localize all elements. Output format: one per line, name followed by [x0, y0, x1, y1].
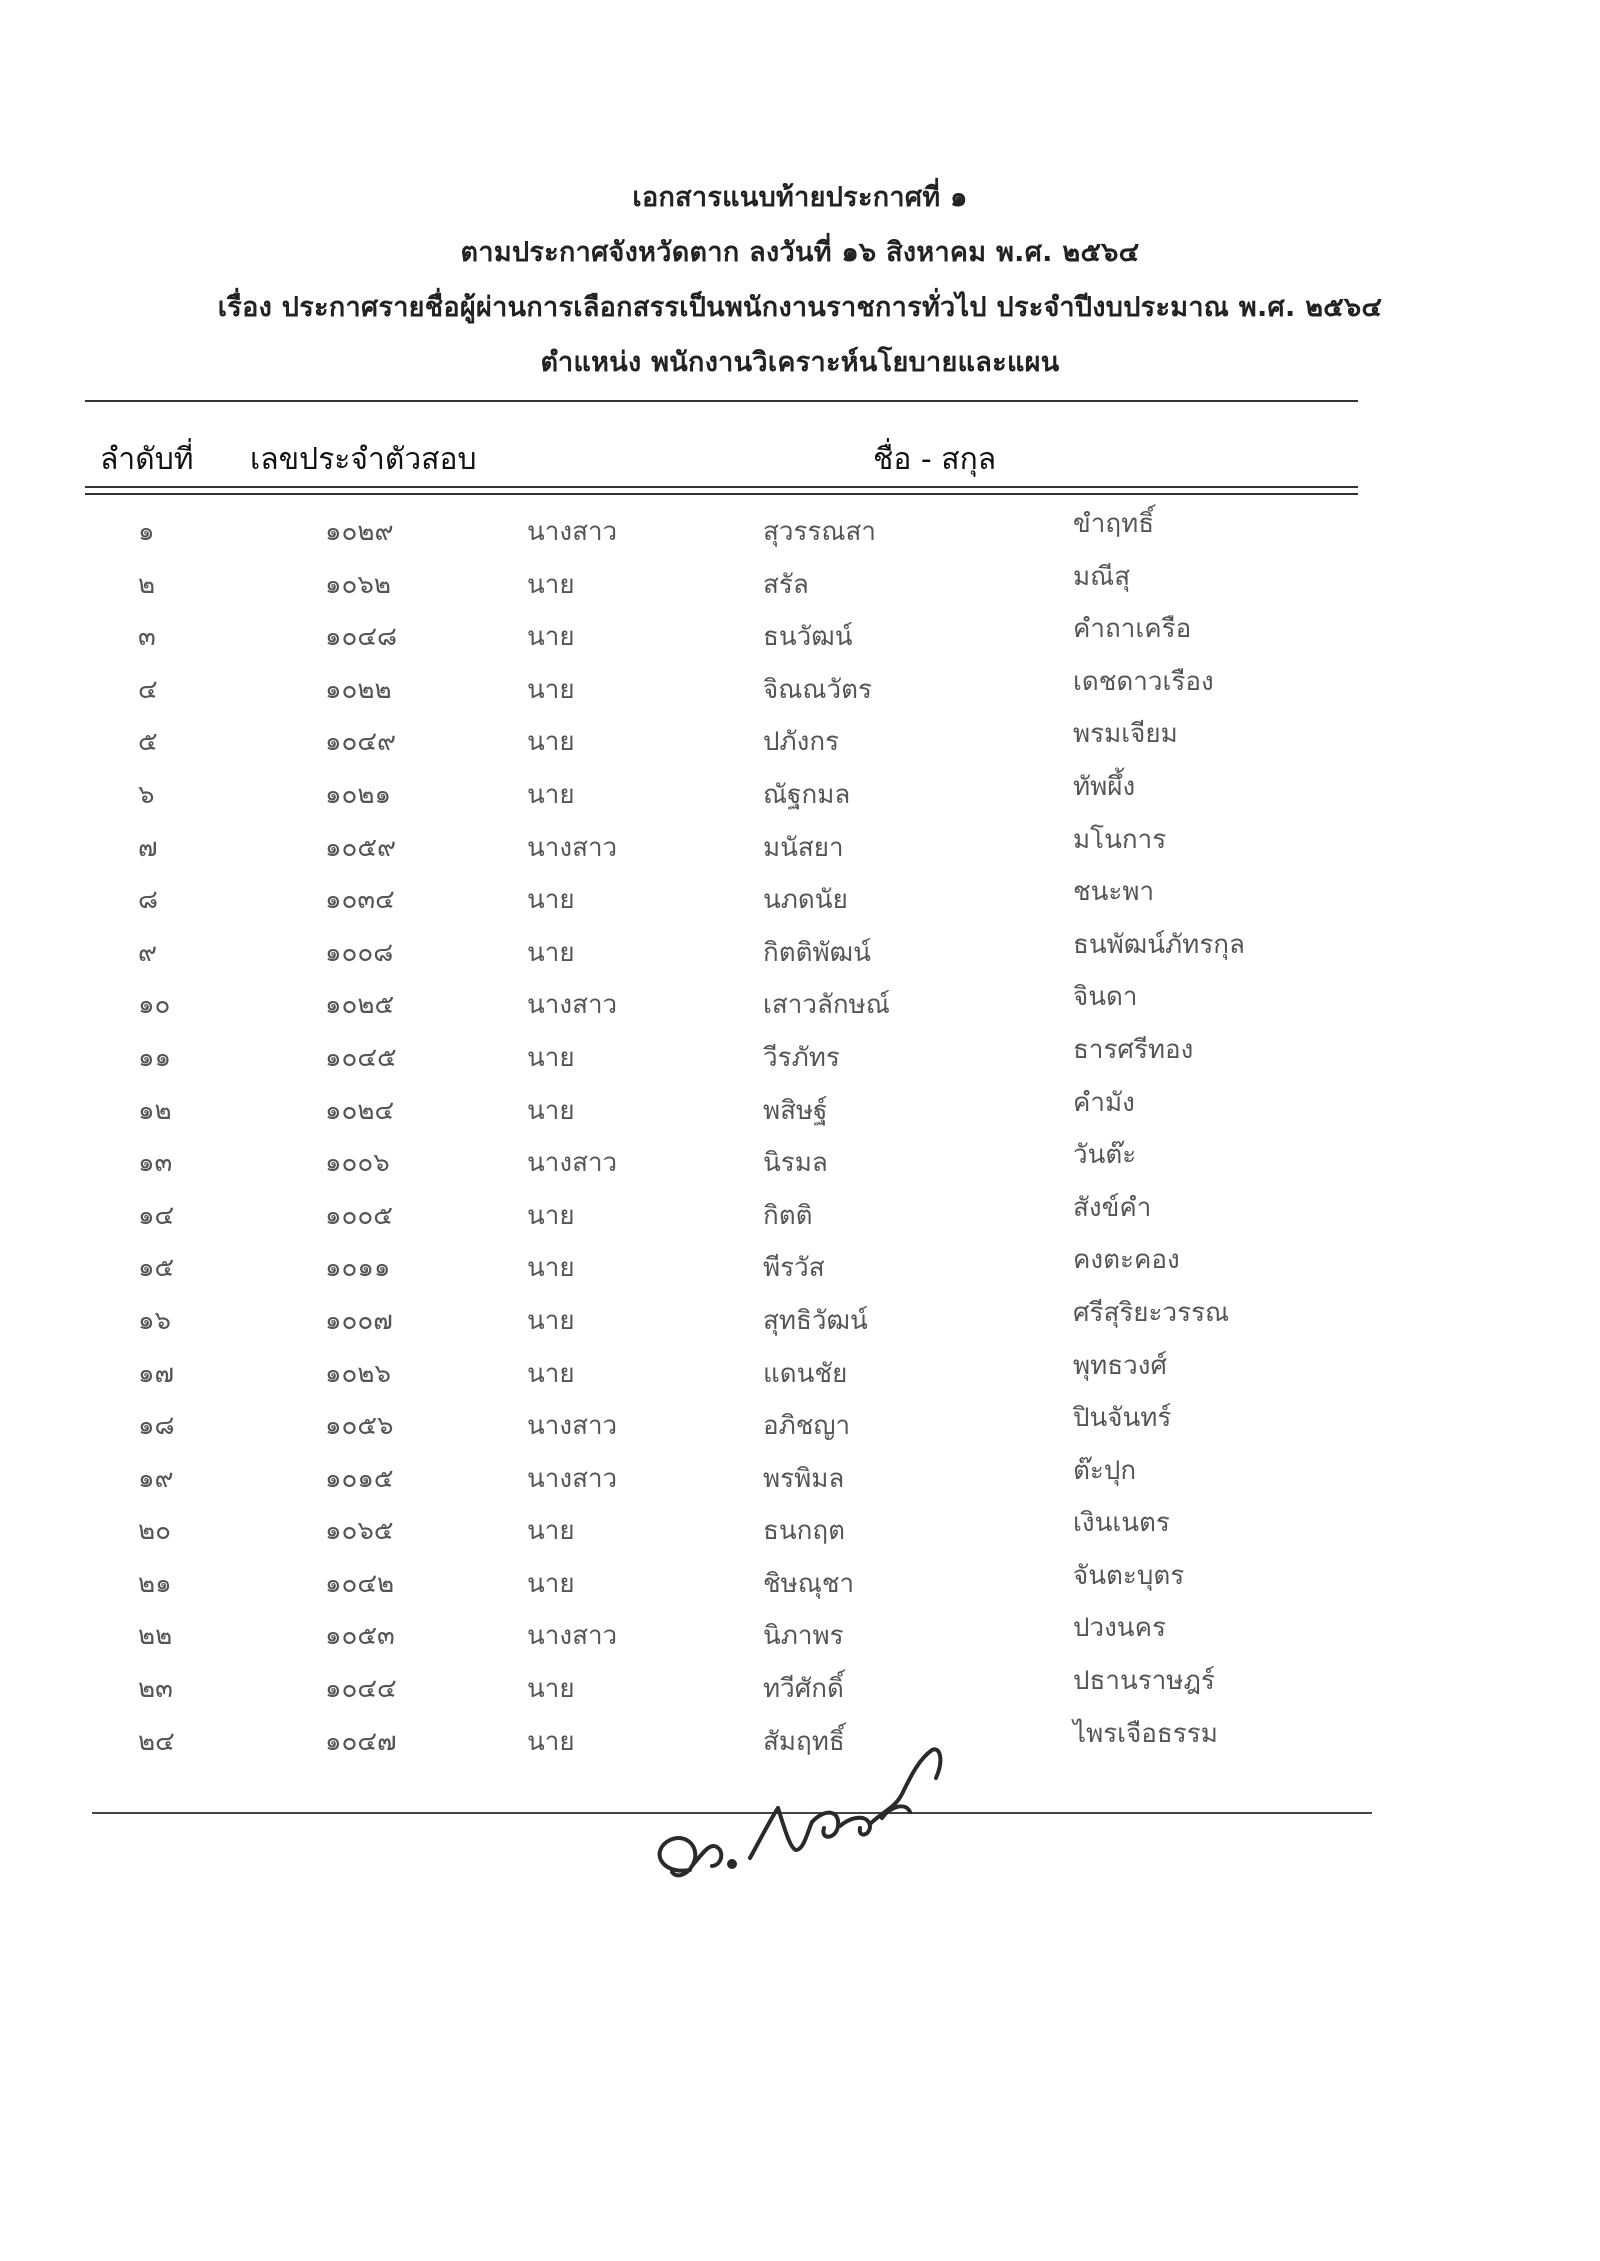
- table-row: [0, 976, 1600, 1029]
- table-row: [0, 819, 1600, 872]
- row-title: นาย: [527, 937, 575, 968]
- row-order: ๒๓: [138, 1674, 173, 1705]
- row-title: นาย: [527, 779, 575, 810]
- row-order: ๑๓: [138, 1148, 173, 1179]
- row-title: นาย: [527, 1358, 575, 1389]
- row-order: ๘: [138, 885, 159, 916]
- row-first-name: สัมฤทธิ์: [763, 1726, 845, 1757]
- row-first-name: ธนกฤต: [763, 1516, 846, 1547]
- row-last-name: พรมเจียม: [1073, 719, 1178, 750]
- row-first-name: พสิษฐ์: [763, 1095, 828, 1126]
- row-title: นางสาว: [527, 1411, 618, 1442]
- row-last-name: ทัพผึ้ง: [1073, 771, 1136, 802]
- row-order: ๑๕: [138, 1253, 175, 1284]
- row-last-name: เดชดาวเรือง: [1073, 666, 1214, 697]
- header-bottom-rule-2: [85, 493, 1358, 495]
- row-first-name: มนัสยา: [763, 832, 844, 863]
- table-row: [0, 924, 1600, 977]
- row-title: นาย: [527, 674, 575, 705]
- row-exam-id: ๑๐๔๔: [325, 1674, 397, 1705]
- row-last-name: ปธานราษฎร์: [1073, 1666, 1215, 1697]
- row-last-name: มณีสุ: [1073, 561, 1131, 592]
- row-title: นางสาว: [527, 1463, 618, 1494]
- row-first-name: ชิษณุชา: [763, 1568, 855, 1599]
- row-title: นางสาว: [527, 517, 618, 547]
- column-heading-order: ลำดับที่: [100, 442, 194, 477]
- document-header: [0, 170, 1600, 390]
- row-last-name: ต๊ะปุก: [1073, 1455, 1137, 1486]
- row-title: นางสาว: [527, 990, 618, 1021]
- header-bottom-rule-1: [85, 486, 1358, 488]
- row-exam-id: ๑๐๔๘: [325, 622, 398, 653]
- row-first-name: ปภังกร: [763, 727, 840, 758]
- row-first-name: นภดนัย: [763, 885, 848, 916]
- row-order: ๑: [138, 517, 155, 547]
- row-first-name: สรัล: [763, 569, 809, 600]
- row-exam-id: ๑๐๐๗: [325, 1305, 393, 1336]
- row-last-name: มโนการ: [1073, 824, 1167, 855]
- row-last-name: วันต๊ะ: [1073, 1140, 1137, 1171]
- row-exam-id: ๑๐๖๕: [325, 1516, 394, 1547]
- table-row: [0, 1239, 1600, 1292]
- row-title: นาย: [527, 1095, 575, 1126]
- row-first-name: พรพิมล: [763, 1463, 845, 1494]
- row-exam-id: ๑๐๔๗: [325, 1726, 397, 1757]
- table-row: [0, 661, 1600, 714]
- handwritten-signature: [620, 1690, 980, 1910]
- row-title: นาย: [527, 1568, 575, 1599]
- row-exam-id: ๑๐๒๑: [325, 779, 392, 810]
- row-exam-id: ๑๐๒๒: [325, 674, 392, 705]
- row-first-name: อภิชญา: [763, 1411, 851, 1442]
- row-order: ๒๒: [138, 1621, 173, 1652]
- row-first-name: สุวรรณสา: [763, 517, 876, 547]
- row-exam-id: ๑๐๒๕: [325, 990, 395, 1021]
- table-row: [0, 766, 1600, 819]
- row-last-name: ปินจันทร์: [1073, 1403, 1172, 1434]
- row-last-name: จินดา: [1073, 982, 1138, 1013]
- table-row: [0, 556, 1600, 609]
- row-exam-id: ๑๐๒๖: [325, 1358, 392, 1389]
- row-first-name: แดนชัย: [763, 1358, 848, 1389]
- row-exam-id: ๑๐๕๓: [325, 1621, 395, 1652]
- announcement-reference: ตามประกาศจังหวัดตาก ลงวันที่ ๑๖ สิงหาคม พ.ศ. ๒๕๖๔: [460, 237, 1140, 268]
- row-order: ๒๑: [138, 1568, 172, 1599]
- row-last-name: คำถาเครือ: [1073, 614, 1192, 645]
- header-top-rule: [85, 400, 1358, 402]
- row-exam-id: ๑๐๒๙: [325, 517, 394, 547]
- table-row: [0, 713, 1600, 766]
- row-first-name: ทวีศักดิ์: [763, 1674, 844, 1705]
- row-order: ๑๙: [138, 1463, 174, 1494]
- row-exam-id: ๑๐๔๕: [325, 1042, 397, 1073]
- row-exam-id: ๑๐๕๖: [325, 1411, 394, 1442]
- row-exam-id: ๑๐๑๑: [325, 1253, 391, 1284]
- table-row: [0, 1029, 1600, 1082]
- document-title: เอกสารแนบท้ายประกาศที่ ๑: [632, 182, 968, 213]
- row-title: นาย: [527, 622, 575, 653]
- row-exam-id: ๑๐๐๘: [325, 937, 394, 968]
- table-row: [0, 1607, 1600, 1660]
- table-row: [0, 1555, 1600, 1608]
- row-order: ๒๐: [138, 1516, 172, 1547]
- row-first-name: นิรมล: [763, 1148, 828, 1179]
- row-order: ๑๒: [138, 1095, 172, 1126]
- table-row: [0, 1450, 1600, 1503]
- row-last-name: ไพรเจือธรรม: [1073, 1718, 1218, 1749]
- row-first-name: จิณณวัตร: [763, 674, 872, 705]
- row-order: ๑๐: [138, 990, 171, 1021]
- row-first-name: กิตติพัฒน์: [763, 937, 871, 968]
- row-last-name: ธนพัฒน์ภัทรกุล: [1073, 929, 1245, 960]
- row-exam-id: ๑๐๕๙: [325, 832, 397, 863]
- row-order: ๓: [138, 622, 156, 653]
- row-exam-id: ๑๐๓๔: [325, 885, 395, 916]
- row-last-name: คงตะคอง: [1073, 1245, 1180, 1276]
- row-title: นาย: [527, 1726, 575, 1757]
- row-order: ๑๖: [138, 1305, 172, 1336]
- row-order: ๗: [138, 832, 158, 863]
- row-first-name: ณัฐกมล: [763, 779, 851, 810]
- row-exam-id: ๑๐๑๕: [325, 1463, 394, 1494]
- row-title: นาย: [527, 1674, 575, 1705]
- row-last-name: ศรีสุริยะวรรณ: [1073, 1297, 1230, 1328]
- row-title: นางสาว: [527, 1148, 618, 1179]
- row-first-name: วีรภัทร: [763, 1042, 840, 1073]
- row-last-name: จันตะบุตร: [1073, 1560, 1185, 1591]
- row-first-name: ธนวัฒน์: [763, 622, 853, 653]
- row-first-name: เสาวลักษณ์: [763, 990, 890, 1021]
- table-row: [0, 871, 1600, 924]
- row-last-name: พุทธวงศ์: [1073, 1350, 1167, 1381]
- row-first-name: นิภาพร: [763, 1621, 844, 1652]
- row-first-name: กิตติ: [763, 1200, 813, 1231]
- announcement-subject: เรื่อง ประกาศรายชื่อผู้ผ่านการเลือกสรรเป็นพนักงานราชการทั่วไป ประจำปีงบประมาณ พ.ศ. ๒๕๖๔: [217, 292, 1383, 323]
- row-last-name: ปวงนคร: [1073, 1613, 1166, 1644]
- position-title: ตำแหน่ง พนักงานวิเคราะห์นโยบายและแผน: [540, 347, 1060, 378]
- row-title: นาย: [527, 1200, 575, 1231]
- row-exam-id: ๑๐๖๒: [325, 569, 392, 600]
- row-exam-id: ๑๐๐๖: [325, 1148, 390, 1179]
- row-title: นาย: [527, 569, 575, 600]
- table-row: [0, 503, 1600, 556]
- candidate-table: [0, 503, 1600, 1765]
- table-row: [0, 1397, 1600, 1450]
- row-exam-id: ๑๐๔๙: [325, 727, 397, 758]
- table-row: [0, 608, 1600, 661]
- table-row: [0, 1502, 1600, 1555]
- row-order: ๙: [138, 937, 158, 968]
- row-last-name: ธารศรีทอง: [1073, 1034, 1194, 1065]
- row-title: นางสาว: [527, 1621, 618, 1652]
- row-order: ๕: [138, 727, 158, 758]
- row-title: นาย: [527, 1253, 575, 1284]
- row-exam-id: ๑๐๐๕: [325, 1200, 393, 1231]
- row-title: นางสาว: [527, 832, 618, 863]
- table-row: [0, 1292, 1600, 1345]
- table-row: [0, 1082, 1600, 1135]
- row-title: นาย: [527, 1516, 575, 1547]
- row-title: นาย: [527, 727, 575, 758]
- row-exam-id: ๑๐๔๒: [325, 1568, 395, 1599]
- row-order: ๒๔: [138, 1726, 175, 1757]
- row-last-name: ขำฤทธิ์: [1073, 509, 1155, 539]
- row-title: นาย: [527, 1305, 575, 1336]
- row-order: ๔: [138, 674, 158, 705]
- row-order: ๑๔: [138, 1200, 175, 1231]
- table-row: [0, 1345, 1600, 1398]
- row-last-name: เงินเนตร: [1073, 1508, 1170, 1539]
- row-last-name: ชนะพา: [1073, 877, 1155, 908]
- row-order: ๑๑: [138, 1042, 172, 1073]
- row-title: นาย: [527, 885, 575, 916]
- row-order: ๑๘: [138, 1411, 175, 1442]
- row-title: นาย: [527, 1042, 575, 1073]
- row-order: ๑๗: [138, 1358, 175, 1389]
- column-heading-name: ชื่อ - สกุล: [873, 442, 997, 477]
- row-order: ๒: [138, 569, 156, 600]
- row-first-name: พีรวัส: [763, 1253, 825, 1284]
- table-row: [0, 1187, 1600, 1240]
- row-exam-id: ๑๐๒๔: [325, 1095, 395, 1126]
- table-row: [0, 1134, 1600, 1187]
- column-heading-exam-id: เลขประจำตัวสอบ: [250, 442, 477, 477]
- row-order: ๖: [138, 779, 155, 810]
- row-first-name: สุทธิวัฒน์: [763, 1305, 868, 1336]
- row-last-name: คำมัง: [1073, 1087, 1135, 1118]
- row-last-name: สังข์คำ: [1073, 1192, 1152, 1223]
